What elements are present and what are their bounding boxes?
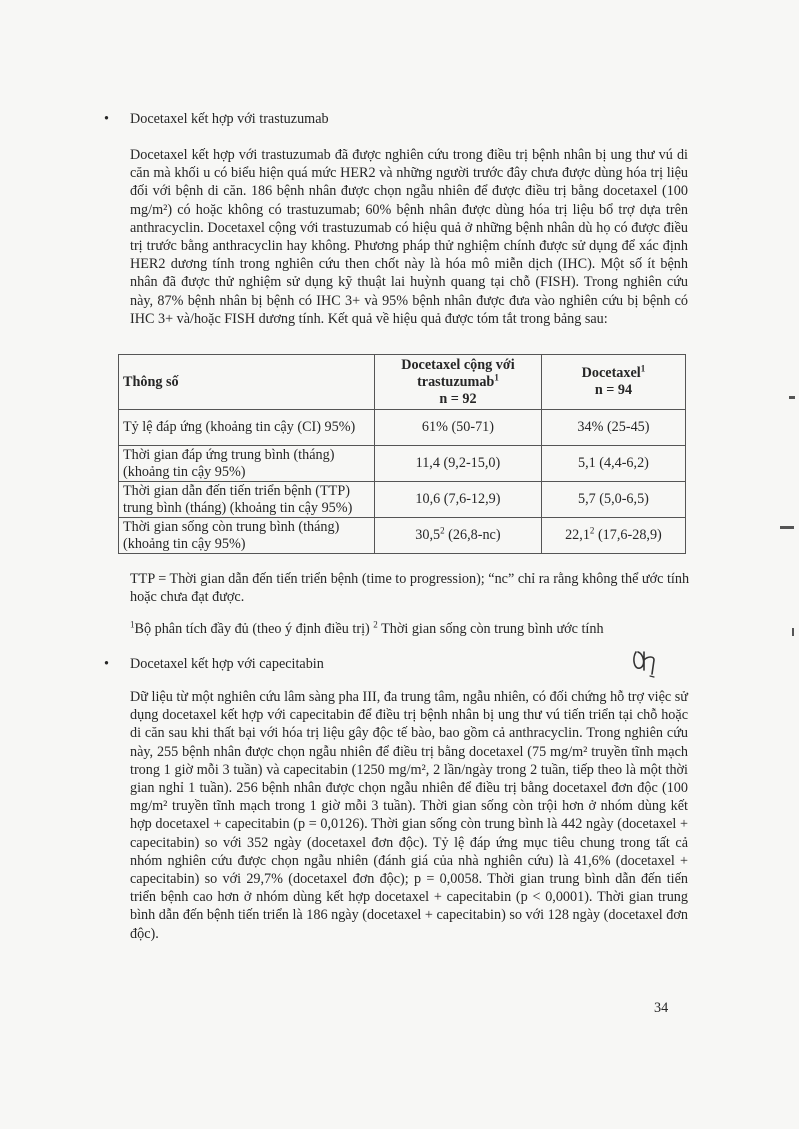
table-footnotes: $^1$Bộ phân tích đầy đủ (theo ý định điều trị) $^2$ Thời gian sống còn trung bình ước tính [130, 619, 604, 637]
bullet-icon: • [104, 656, 109, 672]
heading-text: Docetaxel kết hợp với capecitabin [130, 656, 324, 672]
ttp-note: TTP = Thời gian dẫn đến tiến triển bệnh (time to progression); “nc” chỉ ra rằng không thể ước tính hoặc chưa đạt được. [130, 571, 690, 605]
scan-artifact [789, 396, 795, 399]
table-header-row [119, 355, 686, 410]
page-number: 34 [654, 1000, 669, 1016]
row-param: Thời gian đáp ứng trung bình (tháng) (khoảng tin cậy 95%) [119, 446, 375, 482]
row-value-combo: 11,4 (9,2-15,0) [375, 446, 542, 482]
heading-text: Docetaxel kết hợp với trastuzumab [130, 111, 329, 127]
table-row [119, 410, 686, 446]
row-value-docetaxel: 5,7 (5,0-6,5) [541, 482, 685, 518]
row-value-combo: 10,6 (7,6-12,9) [375, 482, 542, 518]
scan-artifact [792, 628, 794, 636]
row-param: Tỷ lệ đáp ứng (khoảng tin cậy (CI) 95%) [119, 410, 375, 446]
row-value-combo: 30,5$^2$ (26,8-nc) [375, 518, 542, 554]
row-value-docetaxel: 5,1 (4,4-6,2) [541, 446, 685, 482]
paragraph-text: Docetaxel kết hợp với trastuzumab đã được nghiên cứu trong điều trị bệnh nhân bị ung thư vú di căn mà khối u có biểu hiện quá mức HER2 và những người trước đây chưa được dùng hóa trị liệu đối với bệnh di căn. 186 bệnh nhân được chọn ngẫu nhiên để được điều trị bằng docetaxel (100 mg/m²) có hoặc không có trastuzumab; 60% bệnh nhân được dùng hóa trị liệu bổ trợ dựa trên anthracyclin. Docetaxel cộng với trastuzumab có hiệu quả ở những bệnh nhân dù họ có được điều trị trước bằng anthracyclin hay không. Phương pháp thử nghiệm chính được sử dụng để xác định HER2 dương tính trong nghiên cứu then chốt này là hóa mô miễn dịch (IHC). Một số ít bệnh nhân đã được thử nghiệm sử dụng kỹ thuật lai huỳnh quang tại chỗ (FISH). Trong nghiên cứu này, 87% bệnh nhân bị bệnh có IHC 3+ và 95% bệnh nhân được đưa vào nghiên cứu bị bệnh có IHC 3+ và/hoặc FISH dương tính. Kết quả về hiệu quả được tóm tắt trong bảng sau: [130, 147, 688, 327]
paragraph-text: Dữ liệu từ một nghiên cứu lâm sàng pha III, đa trung tâm, ngẫu nhiên, có đối chứng hỗ trợ việc sử dụng docetaxel kết hợp với capecitabin để điều trị bệnh nhân bị ung thư vú tiến triển tại chỗ hoặc di căn sau khi thất bại với hóa trị liệu gây độc tế bào, bao gồm cả anthracyclin. Trong nghiên cứu này, 255 bệnh nhân được chọn ngẫu nhiên để điều trị bằng docetaxel (75 mg/m² truyền tĩnh mạch trong 1 giờ mỗi 3 tuần) và capecitabin (1250 mg/m², 2 lần/ngày trong 2 tuần, tiếp theo là một thời gian nghỉ 1 tuần). 256 bệnh nhân được chọn ngẫu nhiên để điều trị bằng docetaxel đơn độc (100 mg/m² truyền tĩnh mạch trong 1 giờ mỗi 3 tuần). Thời gian sống còn trội hơn ở nhóm dùng kết hợp docetaxel + capecitabin (p = 0,0126). Thời gian sống còn trung bình là 442 ngày (docetaxel + capecitabin) so với 352 ngày (docetaxel đơn độc). Tỷ lệ đáp ứng mục tiêu chung trong tất cả nhóm nghiên cứu được chọn ngẫu nhiên (đánh giá của nhà nghiên cứu) là 41,6% (docetaxel + capecitabin) so với 29,7% (docetaxel đơn độc); p = 0,0058. Thời gian trung bình dẫn đến tiến triển bệnh cao hơn ở nhóm dùng kết hợp docetaxel + capecitabin (p < 0,0001). Thời gian trung bình dẫn đến bệnh tiến triển là 186 ngày (docetaxel + capecitabin) so với 128 ngày (docetaxel đơn độc). [130, 689, 688, 942]
scan-artifact [780, 526, 794, 529]
header-docetaxel: Docetaxel$^1$ n = 94 [541, 355, 685, 410]
row-value-combo: 61% (50-71) [375, 410, 542, 446]
row-param: Thời gian sống còn trung bình (tháng) (khoảng tin cậy 95%) [119, 518, 375, 554]
bullet-icon: • [104, 111, 109, 127]
table-row [119, 518, 686, 554]
paragraph-trastuzumab [130, 146, 688, 328]
efficacy-table [118, 354, 686, 554]
row-value-docetaxel: 22,1$^2$ (17,6-28,9) [541, 518, 685, 554]
paragraph-capecitabin [130, 688, 688, 943]
header-param: Thông số [119, 355, 375, 410]
header-combo: Docetaxel cộng với trastuzumab$^1$ n = 92 [375, 355, 542, 410]
handwritten-initials-icon [630, 646, 666, 680]
table-row [119, 482, 686, 518]
row-value-docetaxel: 34% (25-45) [541, 410, 685, 446]
table-row [119, 446, 686, 482]
row-param: Thời gian dẫn đến tiến triển bệnh (TTP) trung bình (tháng) (khoảng tin cậy 95%) [119, 482, 375, 518]
